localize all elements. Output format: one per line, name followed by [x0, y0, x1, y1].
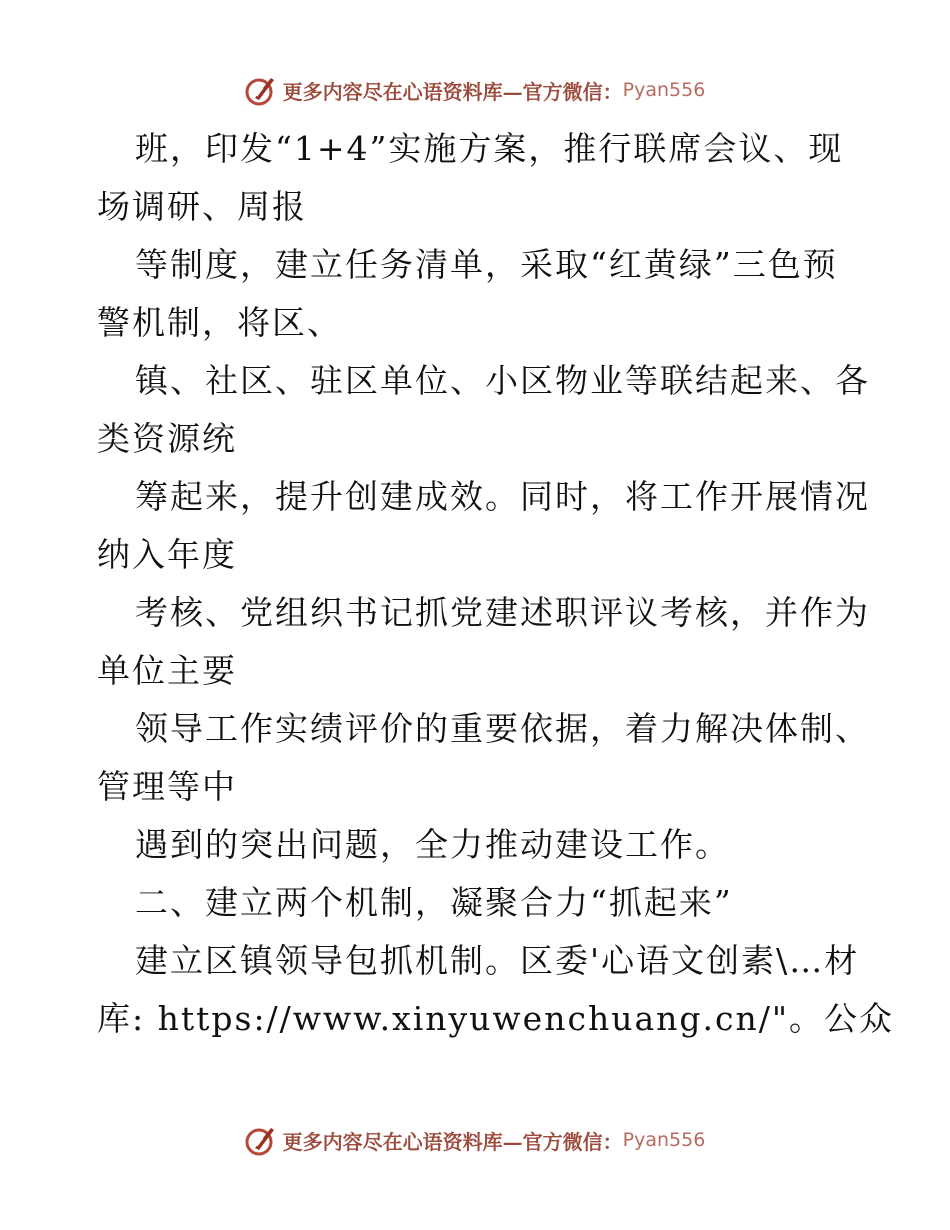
body-line: 纳入年度	[97, 535, 237, 574]
header-watermark	[0, 70, 950, 110]
body-line-url: 库: https://www.xinyuwenchuang.cn/"。公众	[97, 999, 895, 1038]
body-line: 遇到的突出问题，全力推动建设工作。	[135, 825, 730, 864]
body-line: 班，印发“1+4”实施方案，推行联席会议、现	[135, 129, 844, 168]
body-line: 领导工作实绩评价的重要依据，着力解决体制、	[135, 709, 870, 748]
watermark-wechat-id: Pyan556	[622, 1129, 706, 1151]
body-line: 单位主要	[97, 651, 237, 690]
body-line: 考核、党组织书记抓党建述职评议考核，并作为	[135, 593, 870, 632]
body-line: 类资源统	[97, 419, 237, 458]
body-line: 警机制，将区、	[97, 303, 342, 342]
body-line: 管理等中	[97, 767, 237, 806]
quill-logo-icon	[245, 1124, 277, 1156]
document-body	[97, 120, 895, 1048]
watermark-text: 更多内容尽在心语资料库—官方微信：	[282, 1129, 623, 1154]
footer-watermark	[0, 1120, 950, 1160]
body-line: 建立区镇领导包抓机制。区委'心语文创素\…材	[135, 941, 860, 980]
body-line: 场调研、周报	[97, 187, 307, 226]
body-line: 等制度，建立任务清单，采取“红黄绿”三色预	[135, 245, 838, 284]
body-line: 筹起来，提升创建成效。同时，将工作开展情况	[135, 477, 870, 516]
section-heading: 二、建立两个机制，凝聚合力“抓起来”	[135, 883, 733, 922]
watermark-text: 更多内容尽在心语资料库—官方微信：	[282, 79, 623, 104]
watermark-wechat-id: Pyan556	[622, 79, 706, 101]
body-line: 镇、社区、驻区单位、小区物业等联结起来、各	[135, 361, 870, 400]
quill-logo-icon	[245, 74, 277, 106]
